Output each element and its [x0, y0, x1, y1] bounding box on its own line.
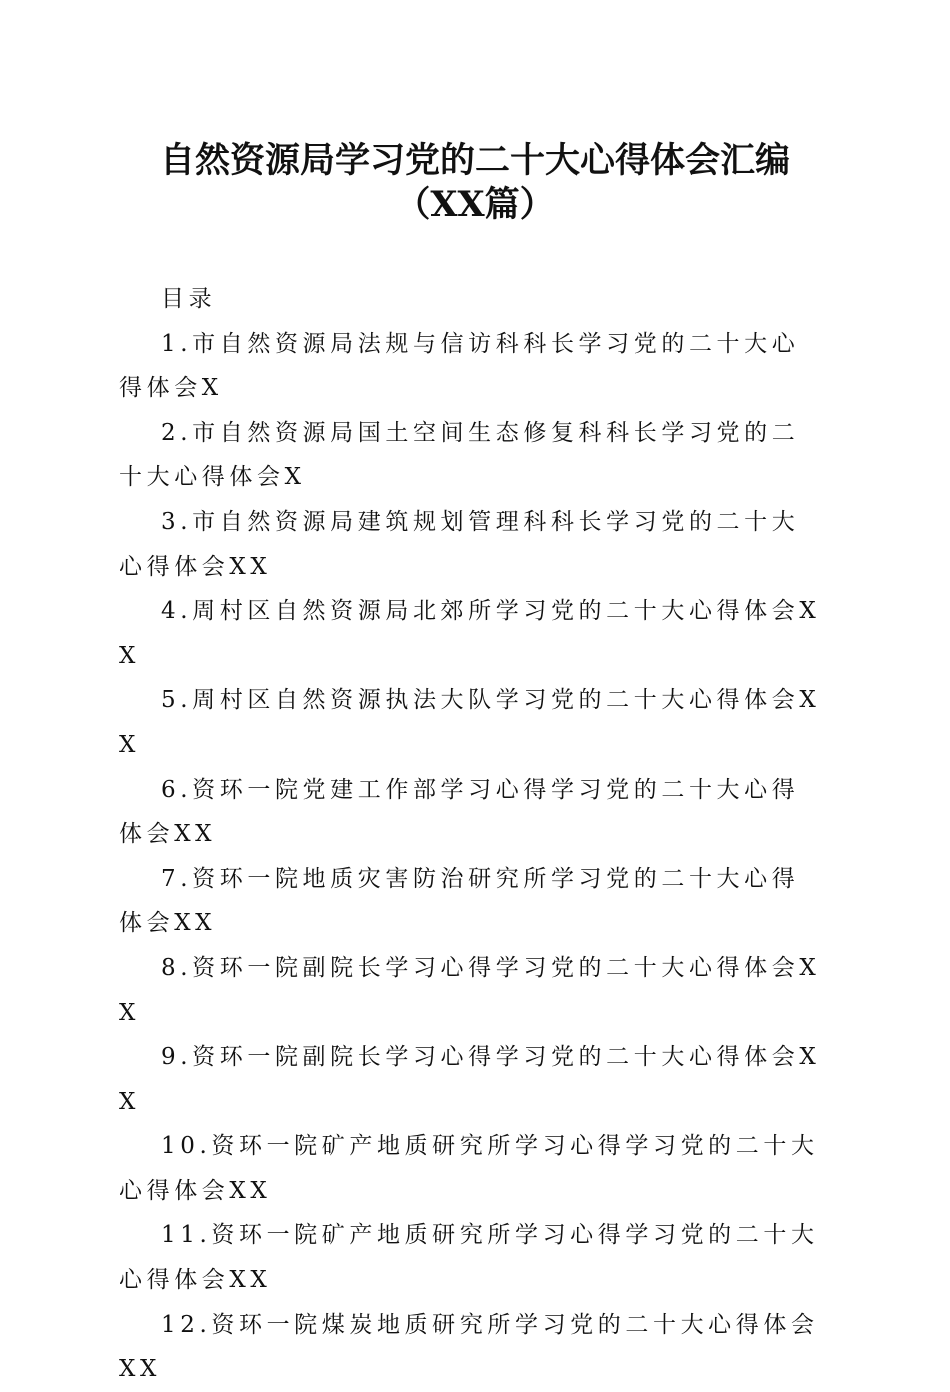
- toc-item-6: 6.资环一院党建工作部学习心得学习党的二十大心得体会XX: [119, 776, 800, 848]
- toc-item-8: 8.资环一院副院长学习心得学习党的二十大心得体会XX: [119, 954, 821, 1026]
- toc-item-5: 5.周村区自然资源执法大队学习党的二十大心得体会XX: [119, 687, 821, 758]
- toc-item-11: 11.资环一院矿产地质研究所学习心得学习党的二十大心得体会XX: [119, 1222, 819, 1294]
- toc-item-4: 4.周村区自然资源局北郊所学习党的二十大心得体会XX: [119, 598, 821, 669]
- table-of-contents: [119, 277, 823, 1392]
- toc-item-12: 12.资环一院煤炭地质研究所学习党的二十大心得体会XX: [119, 1311, 819, 1383]
- toc-item-1: 1.市自然资源局法规与信访科科长学习党的二十大心得体会X: [119, 330, 800, 402]
- document-title: 自然资源局学习党的二十大心得体会汇编: [159, 140, 790, 181]
- toc-item-9: 9.资环一院副院长学习心得学习党的二十大心得体会XX: [119, 1044, 821, 1115]
- toc-item-3: 3.市自然资源局建筑规划管理科科长学习党的二十大心得体会XX: [119, 508, 800, 580]
- toc-item-7: 7.资环一院地质灾害防治研究所学习党的二十大心得体会XX: [119, 865, 800, 937]
- document-subtitle: （XX篇）: [395, 184, 555, 225]
- toc-heading: 目录: [161, 286, 217, 312]
- toc-item-10: 10.资环一院矿产地质研究所学习心得学习党的二十大心得体会XX: [119, 1133, 819, 1204]
- toc-item-2: 2.市自然资源局国土空间生态修复科科长学习党的二十大心得体会X: [119, 419, 800, 491]
